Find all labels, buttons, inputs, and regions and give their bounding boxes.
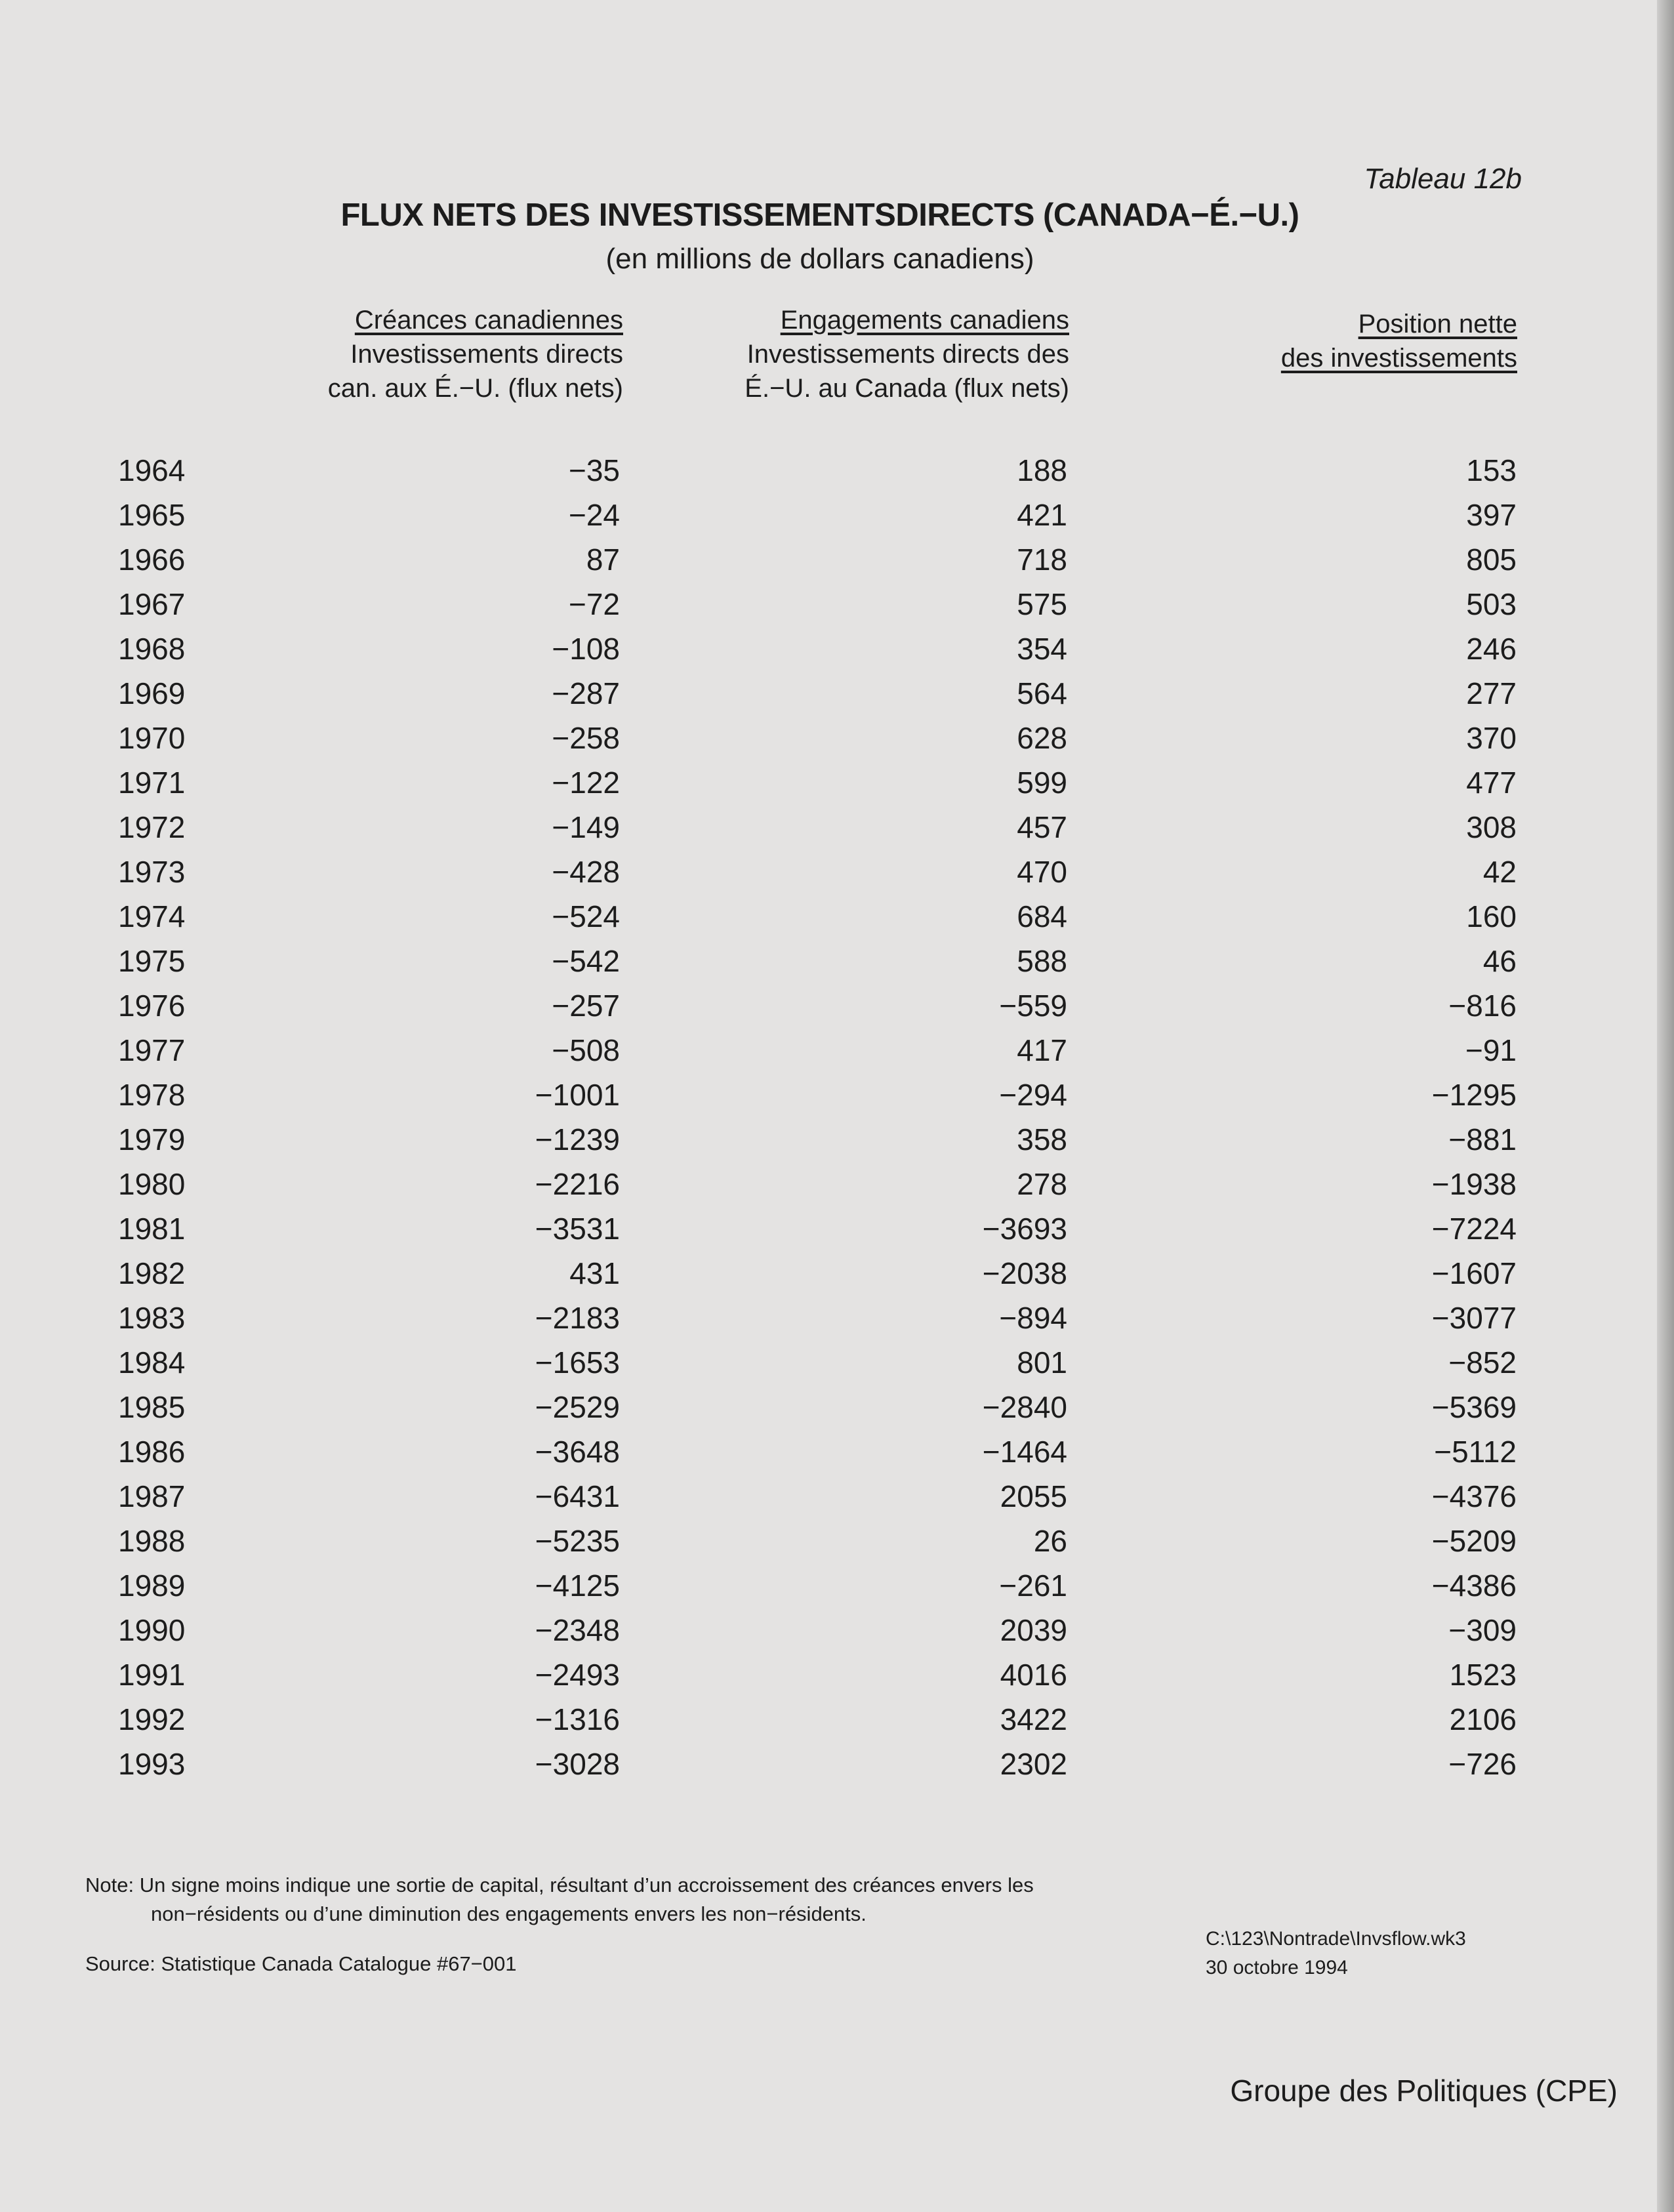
net-position-cell: −3077 [1431, 1301, 1517, 1335]
column-header-liabilities [590, 303, 1069, 405]
table-row [0, 1523, 1674, 1568]
liabilities-cell: 718 [1017, 543, 1067, 577]
claims-cell: −72 [568, 587, 620, 621]
year-cell: 1971 [118, 766, 186, 800]
net-position-cell: 46 [1482, 944, 1517, 978]
year-cell: 1992 [118, 1702, 186, 1736]
liabilities-cell: 3422 [1000, 1702, 1067, 1736]
year-cell: 1984 [118, 1345, 186, 1380]
net-position-cell: 397 [1466, 498, 1517, 532]
liabilities-cell: 4016 [1000, 1658, 1067, 1692]
year-cell: 1969 [118, 676, 186, 710]
year-cell: 1972 [118, 810, 186, 844]
table-row [0, 1077, 1674, 1122]
data-table-body [0, 453, 1674, 1791]
liabilities-cell: −2038 [982, 1256, 1067, 1290]
liabilities-cell: 421 [1017, 498, 1067, 532]
liabilities-cell: 588 [1017, 944, 1067, 978]
net-position-cell: −5369 [1431, 1390, 1517, 1424]
note-line-1: Note: Un signe moins indique une sortie de capital, résultant d’un accroissement des créances envers les [85, 1874, 1034, 1896]
liabilities-cell: 470 [1017, 855, 1067, 889]
table-row [0, 676, 1674, 720]
net-position-cell: 246 [1466, 632, 1517, 666]
liabilities-cell: −3693 [982, 1212, 1067, 1246]
year-cell: 1968 [118, 632, 186, 666]
liabilities-cell: 417 [1017, 1033, 1067, 1067]
liabilities-cell: 628 [1017, 721, 1067, 755]
file-date: 30 octobre 1994 [1206, 1957, 1348, 1978]
net-position-cell: −4386 [1431, 1568, 1517, 1603]
liabilities-cell: 575 [1017, 587, 1067, 621]
table-row [0, 1434, 1674, 1479]
claims-cell: −2529 [535, 1390, 620, 1424]
year-cell: 1979 [118, 1122, 186, 1157]
liabilities-cell: 2039 [1000, 1613, 1067, 1647]
net-position-cell: 805 [1466, 543, 1517, 577]
claims-cell: −2216 [535, 1167, 620, 1201]
net-position-cell: −726 [1448, 1747, 1517, 1781]
net-position-cell: 370 [1466, 721, 1517, 755]
year-cell: 1975 [118, 944, 186, 978]
year-cell: 1980 [118, 1167, 186, 1201]
claims-cell: −3648 [535, 1435, 620, 1469]
claims-cell: −1653 [535, 1345, 620, 1380]
liabilities-cell: −261 [999, 1568, 1067, 1603]
net-position-cell: −5209 [1431, 1524, 1517, 1558]
claims-cell: −35 [568, 453, 620, 487]
year-cell: 1974 [118, 899, 186, 933]
claims-cell: −24 [568, 498, 620, 532]
net-position-cell: 2106 [1449, 1702, 1517, 1736]
claims-cell: −524 [552, 899, 620, 933]
table-row [0, 899, 1674, 943]
table-row [0, 988, 1674, 1033]
liabilities-cell: 599 [1017, 766, 1067, 800]
claims-cell: −508 [552, 1033, 620, 1067]
liabilities-cell: 2302 [1000, 1747, 1067, 1781]
net-position-cell: 153 [1466, 453, 1517, 487]
claims-cell: −542 [552, 944, 620, 978]
liabilities-cell: −2840 [982, 1390, 1067, 1424]
claims-cell: −257 [552, 989, 620, 1023]
net-position-cell: −816 [1448, 989, 1517, 1023]
year-cell: 1993 [118, 1747, 186, 1781]
claims-cell: −1239 [535, 1122, 620, 1157]
table-row [0, 1122, 1674, 1166]
claims-cell: −3531 [535, 1212, 620, 1246]
net-position-cell: 277 [1466, 676, 1517, 710]
claims-cell: −287 [552, 676, 620, 710]
column-header-net-position-line2: des investissements [1280, 344, 1517, 373]
net-position-cell: 42 [1482, 855, 1517, 889]
year-cell: 1982 [118, 1256, 186, 1290]
page-subtitle: (en millions de dollars canadiens) [605, 243, 1034, 275]
net-position-cell: −1295 [1431, 1078, 1517, 1112]
year-cell: 1983 [118, 1301, 186, 1335]
table-row [0, 453, 1674, 497]
table-row [0, 1479, 1674, 1523]
claims-cell: −2348 [535, 1613, 620, 1647]
net-position-cell: −5112 [1434, 1435, 1517, 1469]
column-header-net-position-line1: Position nette [1358, 310, 1517, 338]
table-number: Tableau 12b [1364, 163, 1522, 195]
year-cell: 1986 [118, 1435, 186, 1469]
net-position-cell: −1607 [1431, 1256, 1517, 1290]
year-cell: 1985 [118, 1390, 186, 1424]
claims-cell: −4125 [535, 1568, 620, 1603]
net-position-cell: 308 [1466, 810, 1517, 844]
column-header-claims-title: Créances canadiennes [354, 306, 623, 335]
table-row [0, 1033, 1674, 1077]
year-cell: 1990 [118, 1613, 186, 1647]
file-path: C:\123\Nontrade\Invsflow.wk3 [1206, 1928, 1466, 1950]
year-cell: 1967 [118, 587, 186, 621]
net-position-cell: 1523 [1449, 1658, 1517, 1692]
claims-cell: −1316 [535, 1702, 620, 1736]
claims-cell: −258 [552, 721, 620, 755]
column-header-claims-line2: Investissements directs [350, 340, 623, 369]
liabilities-cell: −1464 [982, 1435, 1067, 1469]
claims-cell: −428 [552, 855, 620, 889]
net-position-cell: −309 [1448, 1613, 1517, 1647]
table-row [0, 1612, 1674, 1657]
table-row [0, 1345, 1674, 1389]
table-row [0, 720, 1674, 765]
table-row [0, 1657, 1674, 1702]
claims-cell: −5235 [535, 1524, 620, 1558]
liabilities-cell: 457 [1017, 810, 1067, 844]
table-row [0, 1300, 1674, 1345]
page-title: FLUX NETS DES INVESTISSEMENTSDIRECTS (CANADA−É.−U.) [340, 197, 1299, 233]
net-position-cell: 160 [1466, 899, 1517, 933]
year-cell: 1988 [118, 1524, 186, 1558]
table-row [0, 1389, 1674, 1434]
footer-organization: Groupe des Politiques (CPE) [1230, 2074, 1618, 2108]
column-header-liabilities-title: Engagements canadiens [780, 306, 1069, 335]
claims-cell: −1001 [535, 1078, 620, 1112]
year-cell: 1965 [118, 498, 186, 532]
table-row [0, 765, 1674, 809]
table-row [0, 854, 1674, 899]
year-cell: 1977 [118, 1033, 186, 1067]
table-row [0, 586, 1674, 631]
year-cell: 1981 [118, 1212, 186, 1246]
table-row [0, 1702, 1674, 1746]
year-cell: 1964 [118, 453, 186, 487]
year-cell: 1991 [118, 1658, 186, 1692]
table-row [0, 631, 1674, 676]
year-cell: 1976 [118, 989, 186, 1023]
net-position-cell: −4376 [1431, 1479, 1517, 1513]
net-position-cell: −881 [1448, 1122, 1517, 1157]
net-position-cell: −7224 [1431, 1212, 1517, 1246]
liabilities-cell: 188 [1017, 453, 1067, 487]
claims-cell: −2183 [535, 1301, 620, 1335]
net-position-cell: −91 [1465, 1033, 1517, 1067]
table-row [0, 1211, 1674, 1256]
column-header-liabilities-line2: Investissements directs des [746, 340, 1069, 369]
table-row [0, 497, 1674, 542]
net-position-cell: 477 [1466, 766, 1517, 800]
liabilities-cell: −294 [999, 1078, 1067, 1112]
claims-cell: 431 [569, 1256, 620, 1290]
liabilities-cell: −559 [999, 989, 1067, 1023]
column-header-claims [197, 303, 623, 405]
year-cell: 1970 [118, 721, 186, 755]
table-row [0, 542, 1674, 586]
claims-cell: −6431 [535, 1479, 620, 1513]
claims-cell: −149 [552, 810, 620, 844]
net-position-cell: −1938 [1431, 1167, 1517, 1201]
note [85, 1871, 1200, 1929]
source-citation: Source: Statistique Canada Catalogue #67−001 [85, 1952, 517, 1975]
year-cell: 1978 [118, 1078, 186, 1112]
liabilities-cell: −894 [999, 1301, 1067, 1335]
table-row [0, 1256, 1674, 1300]
column-header-claims-line3: can. aux É.−U. (flux nets) [327, 374, 623, 403]
year-cell: 1966 [118, 543, 186, 577]
liabilities-cell: 684 [1017, 899, 1067, 933]
table-row [0, 943, 1674, 988]
year-cell: 1989 [118, 1568, 186, 1603]
liabilities-cell: 354 [1017, 632, 1067, 666]
table-row [0, 1746, 1674, 1791]
liabilities-cell: 278 [1017, 1167, 1067, 1201]
column-header-net-position [1154, 307, 1517, 375]
liabilities-cell: 358 [1017, 1122, 1067, 1157]
claims-cell: 87 [586, 543, 620, 577]
liabilities-cell: 564 [1017, 676, 1067, 710]
liabilities-cell: 26 [1033, 1524, 1067, 1558]
claims-cell: −3028 [535, 1747, 620, 1781]
liabilities-cell: 801 [1017, 1345, 1067, 1380]
table-row [0, 809, 1674, 854]
file-reference [1206, 1925, 1466, 1982]
net-position-cell: −852 [1448, 1345, 1517, 1380]
table-row [0, 1166, 1674, 1211]
year-cell: 1987 [118, 1479, 186, 1513]
claims-cell: −108 [552, 632, 620, 666]
claims-cell: −2493 [535, 1658, 620, 1692]
liabilities-cell: 2055 [1000, 1479, 1067, 1513]
note-line-2: non−résidents ou d’une diminution des engagements envers les non−résidents. [151, 1902, 867, 1925]
net-position-cell: 503 [1466, 587, 1517, 621]
claims-cell: −122 [552, 766, 620, 800]
column-header-liabilities-line3: É.−U. au Canada (flux nets) [745, 374, 1069, 403]
year-cell: 1973 [118, 855, 186, 889]
table-row [0, 1568, 1674, 1612]
